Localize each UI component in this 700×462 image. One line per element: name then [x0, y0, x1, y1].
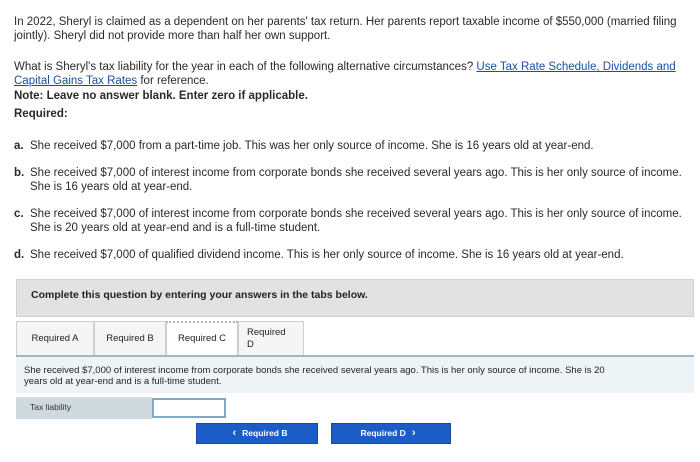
tab-required-d[interactable]: Required D [238, 321, 304, 355]
required-heading: Required: [14, 108, 68, 120]
item-text: She received $7,000 of qualified dividend income. This is her only source of income. She is 16 years old at year-end. [30, 249, 624, 261]
list-item-d [14, 248, 690, 262]
answer-row [16, 397, 226, 419]
tab-required-b[interactable]: Required B [94, 321, 166, 355]
tax-rate-schedule-link[interactable]: Use Tax Rate Schedule, Dividends and Capital Gains Tax Rates [14, 61, 676, 88]
instruction-text: Complete this question by entering your answers in the tabs below. [31, 289, 368, 301]
item-letter: c. [14, 208, 24, 220]
tab-content-text: She received $7,000 of interest income from corporate bonds she received several years ago. This is her only source of income. She is 20 years old at year-end and is a full-time student. [24, 365, 605, 388]
question-block [14, 60, 694, 103]
prev-required-button[interactable] [196, 423, 318, 444]
required-tabs [16, 321, 304, 355]
item-text: She received $7,000 of interest income from corporate bonds she received several years ago. This is her only source of income. She is 20 years old at year-end and is a full-time student. [30, 208, 682, 235]
tab-required-c[interactable]: Required C [166, 321, 238, 355]
chevron-left-icon: ‹ [232, 426, 237, 439]
question-prefix: What is Sheryl's tax liability for the year in each of the following alternative circumstances? [14, 61, 474, 73]
item-letter: d. [14, 249, 25, 261]
tab-required-a[interactable]: Required A [16, 321, 94, 355]
question-suffix: for reference. [140, 75, 209, 88]
tax-liability-label: Tax liability [16, 397, 152, 419]
next-required-button[interactable] [331, 423, 451, 444]
prev-button-label: Required B [242, 428, 288, 439]
problem-intro: In 2022, Sheryl is claimed as a dependent on her parents' tax return. Her parents report taxable income of $550,000 (married filing jointly). Sheryl did not provide more than half her own support. [14, 16, 677, 43]
list-item-a [14, 139, 690, 153]
tab-content [16, 355, 694, 393]
next-button-label: Required D [360, 428, 406, 439]
item-letter: a. [14, 140, 24, 152]
list-item-c [14, 207, 690, 236]
list-item-b [14, 166, 690, 195]
item-letter: b. [14, 167, 25, 179]
tax-liability-input[interactable] [152, 398, 226, 418]
item-text: She received $7,000 from a part-time job. This was her only source of income. She is 16 years old at year-end. [30, 140, 594, 152]
item-text: She received $7,000 of interest income from corporate bonds she received several years ago. This is her only source of income. She is 16 years old at year-end. [30, 167, 682, 194]
instruction-panel [16, 279, 694, 317]
answer-note: Note: Leave no answer blank. Enter zero if applicable. [14, 89, 308, 102]
chevron-right-icon: › [411, 426, 416, 439]
